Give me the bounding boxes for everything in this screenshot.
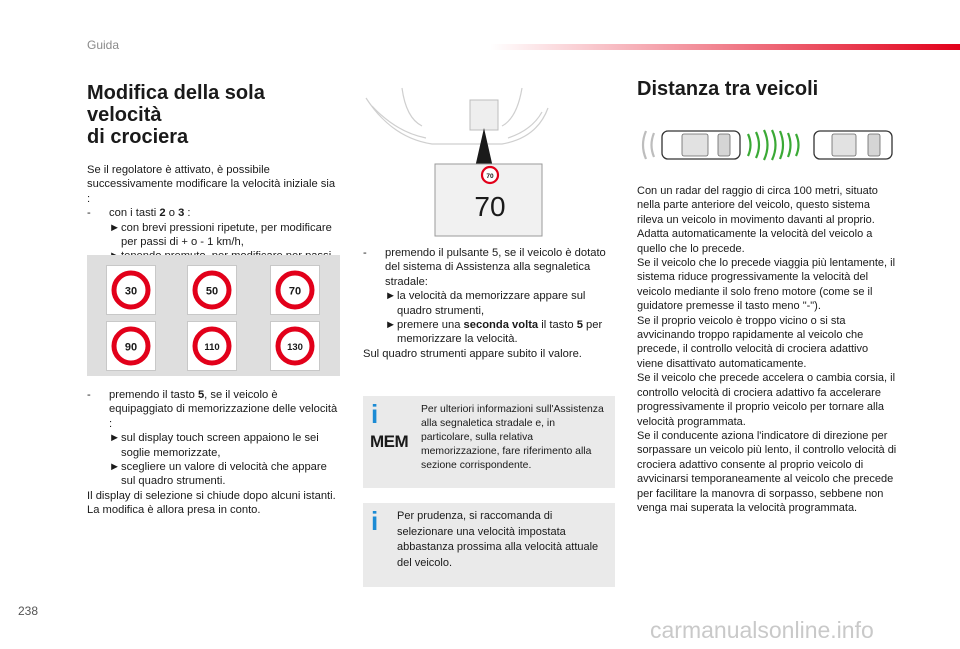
- svg-text:110: 110: [204, 342, 220, 353]
- svg-text:70: 70: [474, 191, 506, 222]
- left-item2-sub2: ►scegliere un valore di velocità che appare sul quadro strumenti.: [109, 461, 327, 488]
- svg-text:70: 70: [486, 173, 494, 180]
- arrow-bullet-icon: ►: [109, 432, 121, 445]
- radar-illustration: [636, 122, 898, 168]
- left-column: [87, 82, 340, 278]
- info-box-prudence: [363, 503, 615, 587]
- right-paragraph: Se il veicolo che precede accelera o cambia corsia, il controllo velocità di crociera adattivo fa accelerare progressivamente il proprio veicolo per tornare alla velocità programmata.: [637, 372, 896, 428]
- right-paragraph: Se il conducente aziona l'indicatore di direzione per sorpassare un veicolo più lento, il controllo velocità di crociera adattivo consente al proprio veicolo di avvicinarsi temporaneamente al veicolo che precede per facilitare la manovra di sorpasso, sebbene non venga mai superata la velocità programmata.: [637, 429, 897, 514]
- dashboard-illustration: [362, 78, 552, 238]
- speed-sign-90: [106, 321, 156, 371]
- arrow-bullet-icon: ►: [109, 461, 121, 474]
- middle-item3-sub2: ►premere una seconda volta il tasto 5 per memorizzare la velocità.: [385, 319, 603, 346]
- info-box-prudence-text: Per prudenza, si raccomanda di selezionare una velocità impostata abbastanza prossima alla velocità attuale del veicolo.: [397, 510, 599, 569]
- left-closing2: La modifica è allora presa in conto.: [87, 504, 261, 517]
- page-number: 238: [18, 604, 39, 618]
- left-lower-block: [87, 388, 340, 518]
- left-title-line1: Modifica della sola velocità: [87, 82, 265, 126]
- section-header: Guida: [87, 38, 120, 52]
- arrow-bullet-icon: ►: [385, 319, 397, 332]
- right-paragraph: Se il veicolo che lo precede viaggia più lentamente, il sistema riduce progressivamente la velocità del veicolo mediante il solo freno motore (come se il guidatore premesse il tasto meno "-").: [637, 257, 896, 313]
- right-title: Distanza tra veicoli: [637, 78, 819, 100]
- svg-text:30: 30: [124, 285, 138, 298]
- speed-sign-110: [187, 321, 237, 371]
- middle-item3-sub1: ►la velocità da memorizzare appare sul quadro strumenti,: [385, 290, 586, 317]
- arrow-bullet-icon: ►: [385, 290, 397, 303]
- middle-closing: Sul quadro strumenti appare subito il valore.: [363, 347, 582, 360]
- info-box-memorization: [363, 396, 615, 488]
- left-title: [87, 82, 340, 148]
- info-icon: i: [371, 506, 379, 536]
- speed-sign-130: [270, 321, 320, 371]
- middle-text-block: [363, 246, 609, 361]
- arrow-bullet-icon: ►: [109, 221, 121, 234]
- right-paragraph: Adatta automaticamente la velocità del veicolo a quello che lo precede.: [637, 228, 873, 255]
- speed-signs-panel: [87, 255, 340, 376]
- speed-sign-70: [270, 265, 320, 315]
- speed-sign-50: [187, 265, 237, 315]
- info-box-memorization-text: Per ulteriori informazioni sull'Assistenza alla segnaletica stradale e, in particolare, sulla relativa memorizzazione, fare riferimento alla sezione corrispondente.: [421, 404, 604, 471]
- right-paragraph: Se il proprio veicolo è troppo vicino o si sta avvicinando troppo rapidamente al veicolo che precede, il controllo velocità di crociera adattivo viene disattivato automaticamente.: [637, 314, 869, 370]
- svg-text:90: 90: [124, 341, 138, 354]
- left-intro: Se il regolatore è attivato, è possibile successivamente modificare la velocità iniziale sia :: [87, 164, 336, 205]
- left-item1: - con i tasti 2 o 3 :: [87, 207, 191, 220]
- svg-text:130: 130: [287, 342, 303, 353]
- left-closing1: Il display di selezione si chiude dopo alcuni istanti.: [87, 489, 336, 502]
- info-icon: i: [371, 399, 379, 429]
- speed-sign-30: [106, 265, 156, 315]
- right-text-block: [637, 184, 897, 515]
- left-item1-sub1: ►con brevi pressioni ripetute, per modificare per passi di + o - 1 km/h,: [109, 221, 332, 249]
- left-item2: - premendo il tasto 5, se il veicolo è equipaggiato di memorizzazione delle velocità :: [87, 389, 338, 430]
- header-accent-bar: [490, 44, 960, 50]
- mem-label: MEM: [370, 432, 409, 451]
- watermark: carmanualsonline.info: [650, 617, 874, 643]
- left-item2-sub1: ►sul display touch screen appaiono le sei soglie memorizzate,: [109, 432, 319, 459]
- svg-text:70: 70: [288, 285, 302, 298]
- middle-item3: - premendo il pulsante 5, se il veicolo è dotato del sistema di Assistenza alla segnaletica stradale:: [363, 247, 606, 288]
- right-paragraph: Con un radar del raggio di circa 100 metri, situato nella parte anteriore del veicolo, questo sistema rileva un veicolo in movimento davanti al proprio.: [637, 185, 878, 226]
- svg-text:50: 50: [205, 285, 219, 298]
- left-title-line2: di crociera: [87, 126, 189, 148]
